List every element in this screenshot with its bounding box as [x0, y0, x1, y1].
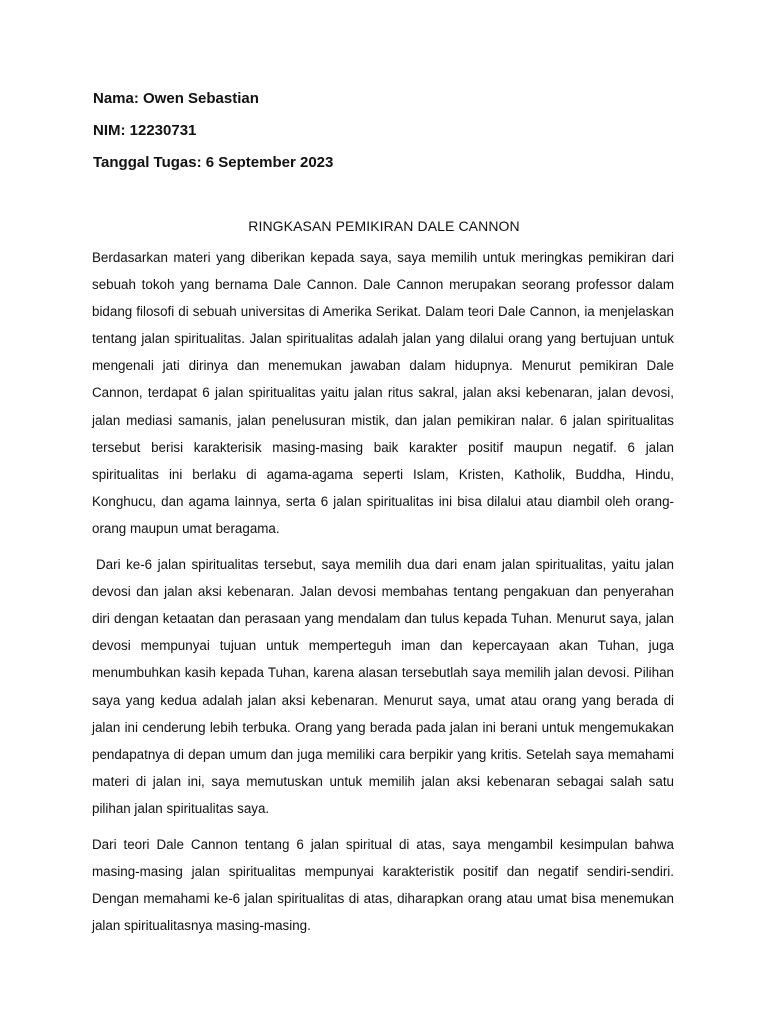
student-name: Nama: Owen Sebastian — [93, 90, 259, 107]
paragraph-1: Berdasarkan materi yang diberikan kepada saya, saya memilih untuk meringkas pemikiran dari sebuah tokoh yang bernama Dale Cannon. Dale Cannon merupakan seorang professor dalam bidang filosofi di sebuah universitas di Amerika Serikat. Dalam teori Dale Cannon, ia menjelaskan tentang jalan spiritualitas. Jalan spiritualitas adalah jalan yang dilalui orang yang bertujuan untuk mengenali jati dirinya dan menemukan jawaban dalam hidupnya. Menurut pemikiran Dale Cannon, terdapat 6 jalan spiritualitas yaitu jalan ritus sakral, jalan aksi kebenaran, jalan devosi, jalan mediasi samanis, jalan penelusuran mistik, dan jalan pemikiran nalar. 6 jalan spiritualitas tersebut berisi karakterisik masing-masing baik karakter positif maupun negatif. 6 jalan spiritualitas ini berlaku di agama-agama seperti Islam, Kristen, Katholik, Buddha, Hindu, Konghucu, dan agama lainnya, serta 6 jalan spiritualitas ini bisa dilalui atau diambil oleh orang-orang maupun umat beragama. — [92, 250, 674, 536]
paragraph-2: Dari ke-6 jalan spiritualitas tersebut, saya memilih dua dari enam jalan spiritualitas, yaitu jalan devosi dan jalan aksi kebenaran. Jalan devosi membahas tentang pengakuan dan penyerahan diri dengan ketaatan dan perasaan yang mendalam dan tulus kepada Tuhan. Menurut saya, jalan devosi mempunyai tujuan untuk memperteguh iman dan kepercayaan akan Tuhan, juga menumbuhkan kasih kepada Tuhan, karena alasan tersebutlah saya memilih jalan devosi. Pilihan saya yang kedua adalah jalan aksi kebenaran. Menurut saya, umat atau orang yang berada di jalan ini cenderung lebih terbuka. Orang yang berada pada jalan ini berani untuk mengemukakan pendapatnya di depan umum dan juga memiliki cara berpikir yang kritis. Setelah saya memahami materi di jalan ini, saya memutuskan untuk memilih jalan aksi kebenaran sebagai salah satu pilihan jalan spiritualitas saya. — [92, 557, 674, 816]
document-body — [92, 244, 674, 948]
document-title: RINGKASAN PEMIKIRAN DALE CANNON — [248, 218, 520, 234]
paragraph-3: Dari teori Dale Cannon tentang 6 jalan spiritual di atas, saya mengambil kesimpulan bahwa masing-masing jalan spiritualitas mempunyai karakteristik positif dan negatif sendiri-sendiri. Dengan memahami ke-6 jalan spiritualitas di atas, diharapkan orang atau umat bisa menemukan jalan spiritualitasnya masing-masing. — [92, 836, 674, 934]
assignment-date: Tanggal Tugas: 6 September 2023 — [93, 154, 334, 171]
student-nim: NIM: 12230731 — [93, 122, 197, 139]
student-info — [93, 88, 333, 184]
